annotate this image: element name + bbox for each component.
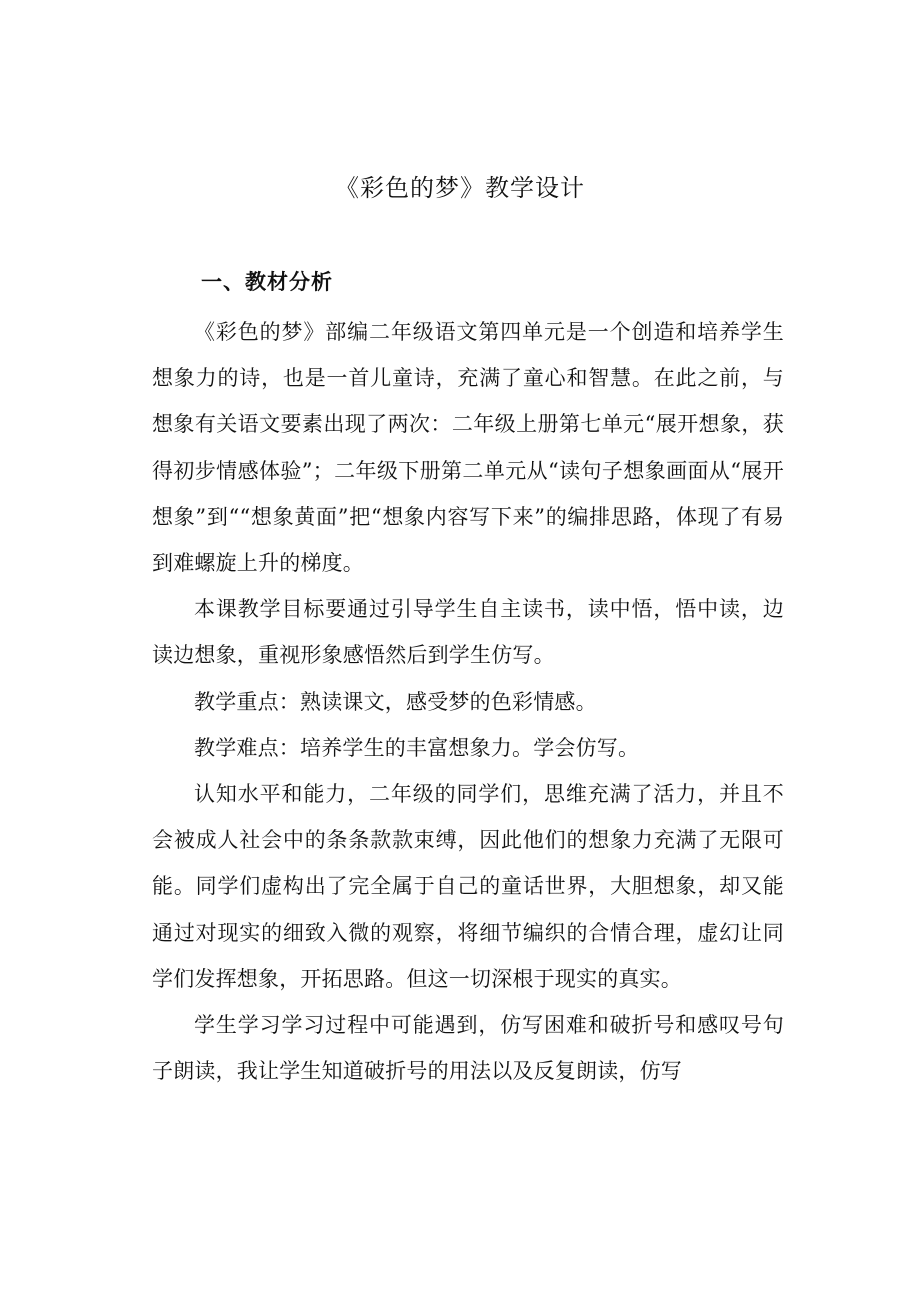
paragraph-key-point: 教学重点：熟读课文，感受梦的色彩情感。 — [194, 689, 597, 714]
paragraph-teaching-goal: 本课教学目标要通过引导学生自主读书，读中悟，悟中读，边读边想象，重视形象感悟然后到学生仿写。 — [152, 597, 784, 668]
paragraph-cognitive-level: 认知水平和能力，二年级的同学们，思维充满了活力，并且不会被成人社会中的条条款款束缚，因此他们的想象力充满了无限可能。同学们虚构出了完全属于自己的童话世界，大胆想象，却又能通过对现实的细致入微的观察，将细节编织的合情合理，虚幻让同学们发挥想象，开拓思路。但这一切深根于现实的真实。 — [152, 782, 784, 991]
paragraph-learning-obstacles: 学生学习学习过程中可能遇到，仿写困难和破折号和感叹号句子朗读，我让学生知道破折号的用法以及反复朗读，仿写 — [152, 1013, 784, 1084]
section-heading: 一、教材分析 — [201, 270, 333, 294]
document-body — [152, 309, 784, 1094]
paragraph-textbook-analysis: 《彩色的梦》部编二年级语文第四单元是一个创造和培养学生想象力的诗，也是一首儿童诗，充满了童心和智慧。在此之前，与想象有关语文要素出现了两次：二年级上册第七单元“展开想象，获得初步情感体验”；二年级下册第二单元从“读句子想象画面从“展开想象”到““想象黄面”把“想象内容写下来”的编排思路，体现了有易到难螺旋上升的梯度。 — [152, 320, 784, 576]
paragraph-difficulty: 教学难点：培养学生的丰富想象力。学会仿写。 — [194, 735, 640, 760]
document-title: 《彩色的梦》教学设计 — [335, 174, 585, 202]
